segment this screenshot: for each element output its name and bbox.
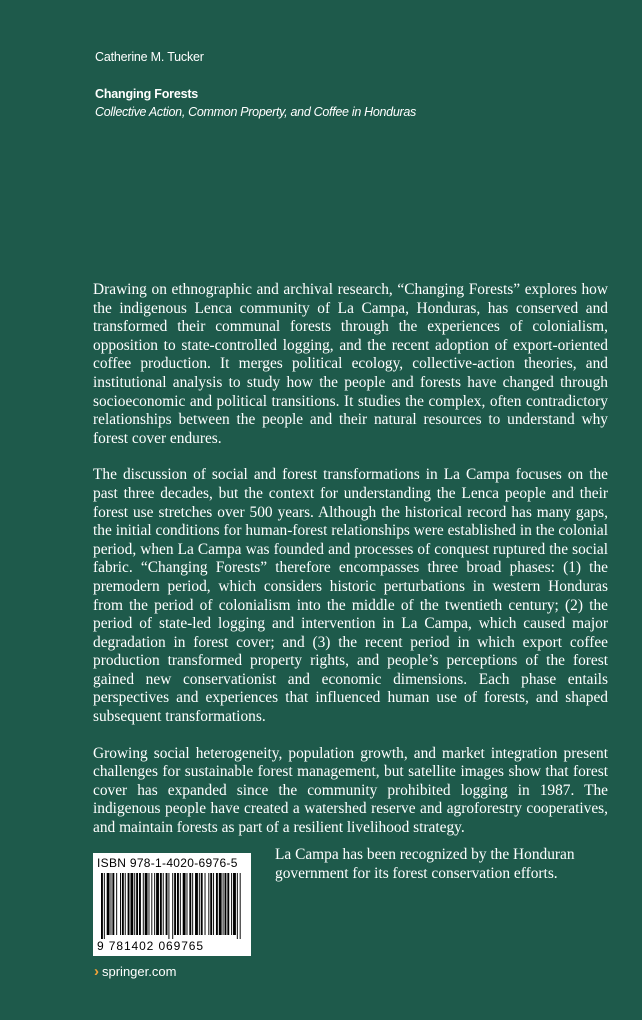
chevron-right-icon: › [94, 963, 99, 980]
description [93, 281, 608, 856]
barcode-number: 9 781402 069765 [97, 939, 204, 953]
author-name: Catherine M. Tucker [95, 50, 204, 64]
closing-paragraph: La Campa has been recognized by the Honduran government for its forest conservation efforts. [275, 846, 575, 882]
isbn-barcode [93, 853, 251, 956]
description-paragraph-3: Growing social heterogeneity, population growth, and market integration present challenges for sustainable forest management, but satellite images show that forest cover has expanded since the community prohibited logging in 1987. The indigenous people have created a watershed reserve and agroforestry cooperatives, and maintain forests as part of a resilient livelihood strategy. [93, 744, 608, 837]
description-paragraph-2: The discussion of social and forest transformations in La Campa focuses on the past three decades, but the context for understanding the Lenca people and their forest use stretches over 500 years. Although the historical record has many gaps, the initial conditions for human-forest relationships were established in the colonial period, when La Campa was founded and processes of conquest ruptured the social fabric. “Changing Forests” therefore encompasses three broad phases: (1) the premodern period, which considers historic perturbations in western Honduras from the period of colonialism into the middle of the twentieth century; (2) the period of state-led logging and intervention in La Campa, which caused major degradation in forest cover; and (3) the recent period in which export coffee production transformed property rights, and people’s perceptions of the forest gained new conservationist and economic dimensions. Each phase entails perspectives and experiences that influenced human use of forests, and shaped subsequent transformations. [93, 466, 608, 726]
description-paragraph-1: Drawing on ethnographic and archival research, “Changing Forests” explores how the indigenous Lenca community of La Campa, Honduras, has conserved and transformed their communal forests through the experiences of colonialism, opposition to state-controlled logging, and the recent adoption of export-oriented coffee production. It merges political ecology, collective-action theories, and institutional analysis to study how the people and forests have changed through socioeconomic and political transitions. It studies the complex, often contradictory relationships between the people and their natural resources to understand why forest cover endures. [93, 281, 608, 447]
book-title: Changing Forests [95, 87, 199, 101]
isbn-label: ISBN 978-1-4020-6976-5 [97, 856, 238, 870]
book-subtitle: Collective Action, Common Property, and Coffee in Honduras [95, 105, 416, 119]
publisher-url: springer.com [102, 964, 177, 979]
barcode-bars-icon [101, 873, 243, 939]
publisher-link[interactable] [94, 963, 176, 980]
